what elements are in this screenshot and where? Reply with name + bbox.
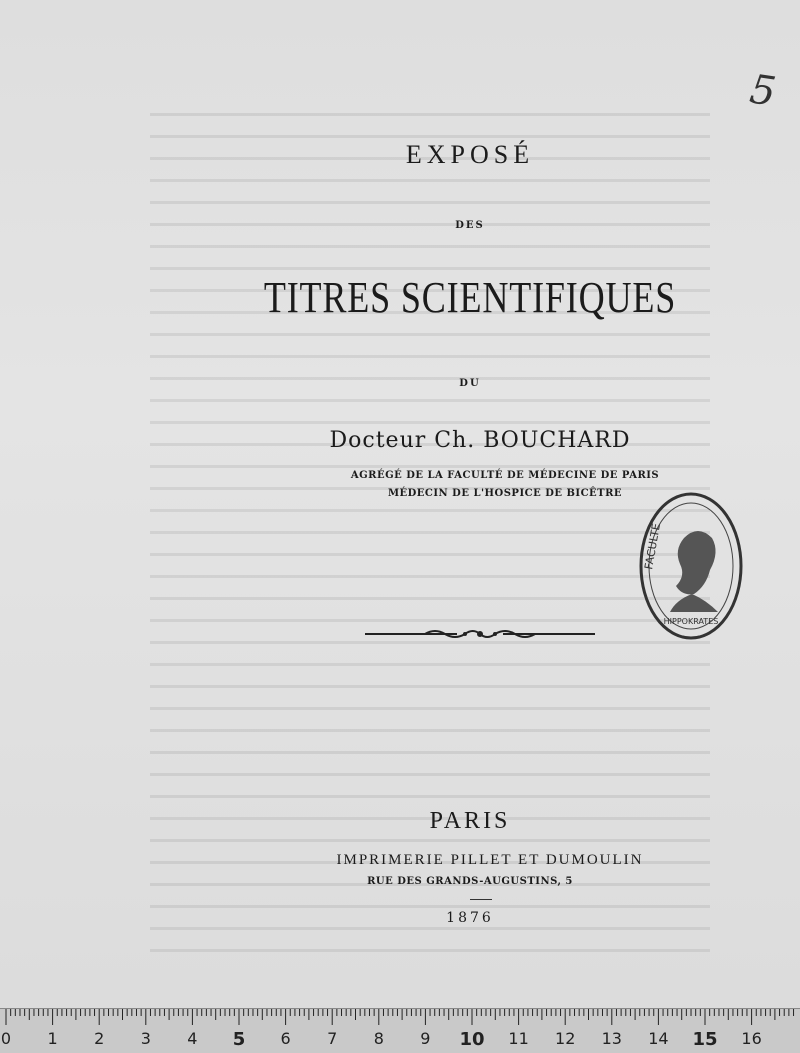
ruler-label: 11 bbox=[508, 1029, 529, 1048]
ruler-label: 9 bbox=[420, 1029, 431, 1048]
title-main: TITRES SCIENTIFIQUES bbox=[263, 273, 677, 322]
title-des: DES bbox=[455, 220, 485, 231]
publisher-city: PARIS bbox=[429, 808, 511, 834]
publisher-printer: IMPRIMERIE PILLET ET DUMOULIN bbox=[336, 852, 644, 868]
title-du: DU bbox=[459, 378, 481, 389]
ruler-label: 0 bbox=[0, 1029, 12, 1048]
ruler-label: 4 bbox=[187, 1029, 198, 1048]
ruler-label: 16 bbox=[741, 1029, 762, 1048]
stamp-text-left: FACULTÉ bbox=[642, 522, 664, 571]
stamp-text-bottom: HIPPOKRATES bbox=[663, 617, 719, 626]
ruler-label: 8 bbox=[373, 1029, 384, 1048]
ruler-label: 13 bbox=[601, 1029, 622, 1048]
ruler-label: 5 bbox=[232, 1029, 246, 1050]
ruler-ticks bbox=[0, 1009, 800, 1031]
ruler-label: 10 bbox=[459, 1029, 485, 1050]
publication-year: 1876 bbox=[446, 910, 494, 926]
ruler-label: 12 bbox=[555, 1029, 576, 1048]
author-affiliation-1: AGRÉGÉ DE LA FACULTÉ DE MÉDECINE DE PARIS bbox=[350, 470, 660, 481]
author-name: Docteur Ch. BOUCHARD bbox=[329, 428, 631, 453]
ruler-label: 1 bbox=[47, 1029, 58, 1048]
library-stamp bbox=[636, 490, 746, 642]
handwritten-page-mark: 5 bbox=[746, 66, 779, 116]
author-affiliation-2: MÉDECIN DE L'HOSPICE DE BICÊTRE bbox=[387, 488, 623, 499]
ruler-label: 15 bbox=[692, 1029, 718, 1050]
ruler-label: 3 bbox=[140, 1029, 151, 1048]
measuring-ruler bbox=[0, 1008, 800, 1053]
publisher-divider bbox=[470, 899, 492, 900]
title-expose: EXPOSÉ bbox=[405, 140, 535, 169]
ruler-label: 14 bbox=[648, 1029, 669, 1048]
ornament-divider bbox=[365, 626, 595, 642]
ruler-label: 7 bbox=[327, 1029, 338, 1048]
ruler-label: 2 bbox=[94, 1029, 105, 1048]
publisher-address: RUE DES GRANDS-AUGUSTINS, 5 bbox=[367, 876, 573, 887]
ruler-label: 6 bbox=[280, 1029, 291, 1048]
